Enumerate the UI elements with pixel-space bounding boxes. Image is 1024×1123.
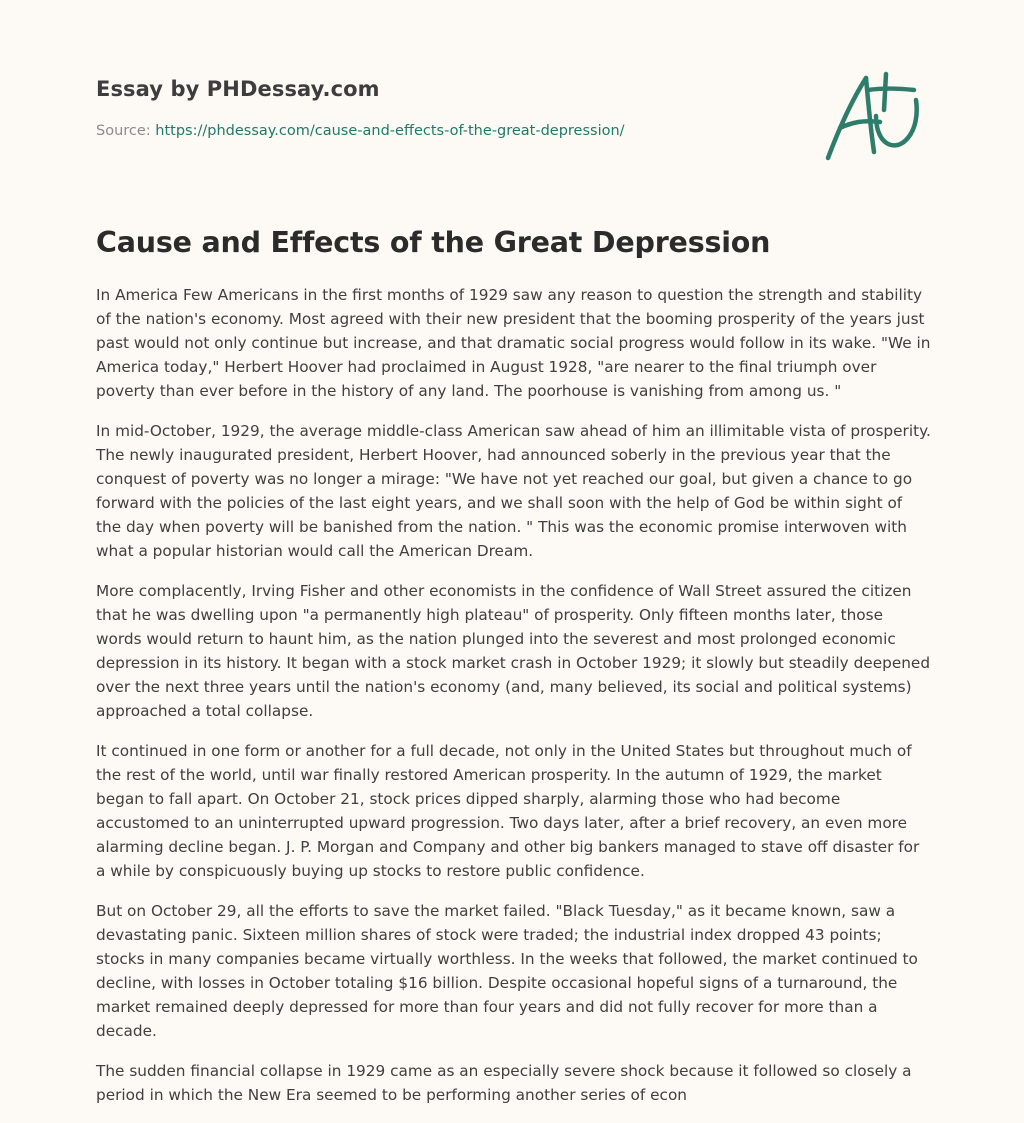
paragraph: More complacently, Irving Fisher and other economists in the confidence of Wall Street assured the citizen that he was dwelling upon "a permanently high plateau" of prosperity. Only fifteen months later, those words would return to haunt him, as the nation plunged into the severest and most prolonged economic depression in its history. It began with a stock market crash in October 1929; it slowly but steadily deepened over the next three years until the nation's economy (and, many believed, its social and political systems) approached a total collapse. bbox=[96, 582, 931, 720]
a-plus-icon bbox=[818, 66, 928, 166]
source-link[interactable]: https://phdessay.com/cause-and-effects-of-the-great-depression/ bbox=[155, 123, 625, 139]
essay-title: Cause and Effects of the Great Depression bbox=[96, 226, 771, 259]
brand-title: Essay by PHDessay.com bbox=[96, 77, 380, 101]
paragraph: It continued in one form or another for a full decade, not only in the United States but throughout much of the rest of the world, until war finally restored American prosperity. In the autumn of 1929, the market began to fall apart. On October 21, stock prices dipped sharply, alarming those who had become accustomed to an uninterrupted upward progression. Two days later, after a brief recovery, an even more alarming decline began. J. P. Morgan and Company and other big bankers managed to stave off disaster for a while by conspicuously buying up stocks to restore public confidence. bbox=[96, 742, 920, 880]
paragraph: In America Few Americans in the first months of 1929 saw any reason to question the strength and stability of the nation's economy. Most agreed with their new president that the booming prosperity of the years just past would not only continue but increase, and that dramatic social progress would follow in its wake. "We in America today," Herbert Hoover had proclaimed in August 1928, "are nearer to the final triumph over poverty than ever before in the history of any land. The poorhouse is vanishing from among us. " bbox=[96, 286, 931, 400]
essay-body bbox=[96, 283, 932, 1123]
paragraph: The sudden financial collapse in 1929 came as an especially severe shock because it followed so closely a period in which the New Era seemed to be performing another series of econ bbox=[96, 1062, 912, 1104]
source-line bbox=[96, 123, 625, 139]
paragraph: But on October 29, all the efforts to save the market failed. "Black Tuesday," as it became known, saw a devastating panic. Sixteen million shares of stock were traded; the industrial index dropped 43 points; stocks in many companies became virtually worthless. In the weeks that followed, the market continued to decline, with losses in October totaling $16 billion. Despite occasional hopeful signs of a turnaround, the market remained deeply depressed for more than four years and did not fully recover for more than a decade. bbox=[96, 902, 918, 1040]
source-label: Source: bbox=[96, 123, 151, 139]
paragraph: In mid-October, 1929, the average middle-class American saw ahead of him an illimitable vista of prosperity. The newly inaugurated president, Herbert Hoover, had announced soberly in the previous year that the conquest of poverty was no longer a mirage: "We have not yet reached our goal, but given a chance to go forward with the policies of the last eight years, and we shall soon with the help of God be within sight of the day when poverty will be banished from the nation. " This was the economic promise interwoven with what a popular historian would call the American Dream. bbox=[96, 422, 931, 560]
